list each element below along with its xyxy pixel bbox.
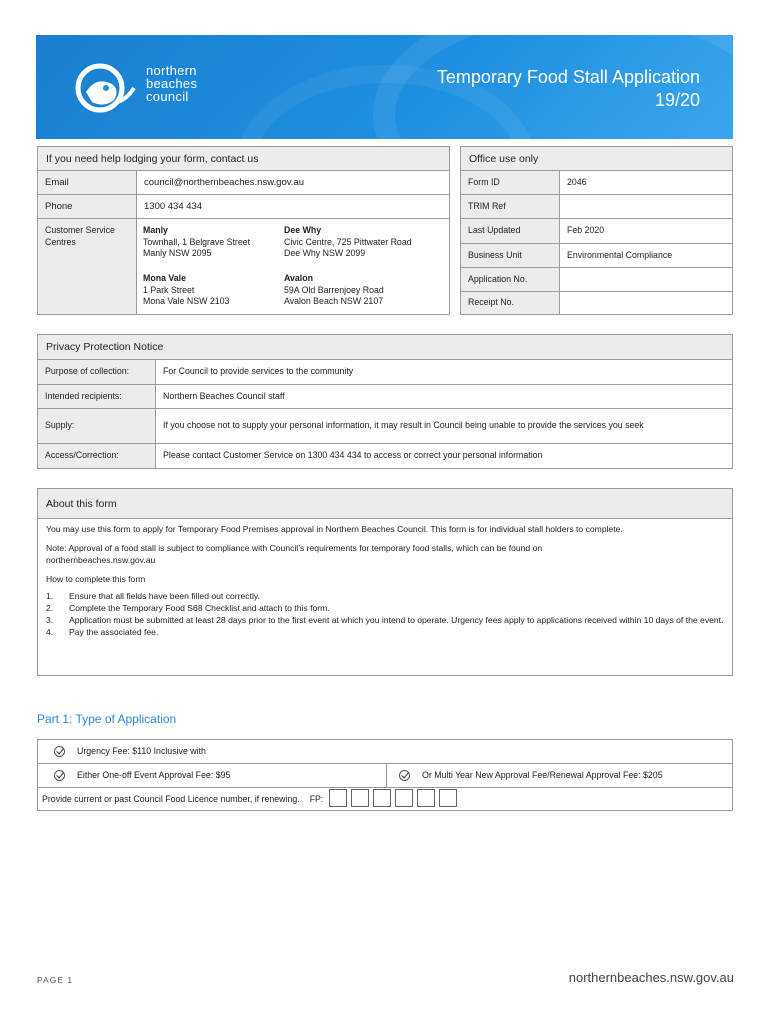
- application-no-field[interactable]: [560, 268, 574, 291]
- privacy-label: Intended recipients:: [38, 385, 156, 408]
- office-heading: Office use only: [461, 147, 732, 171]
- centre-avalon: Avalon 59A Old Barrenjoey Road Avalon Beach NSW 2107: [284, 273, 384, 306]
- page-number: PAGE 1: [37, 975, 74, 985]
- trim-ref-field[interactable]: [560, 195, 574, 218]
- form-id-value: 2046: [567, 176, 587, 187]
- multi-year-option[interactable]: Or Multi Year New Approval Fee/Renewal Approval Fee: $205: [387, 764, 670, 787]
- centres-label: Customer Service Centres: [38, 219, 137, 314]
- last-updated-label: Last Updated: [461, 219, 560, 243]
- about-section: [37, 488, 733, 676]
- business-unit-value: Environmental Compliance: [567, 249, 673, 260]
- email-label: Email: [38, 171, 137, 194]
- council-logo-icon: [68, 58, 138, 118]
- privacy-label: Purpose of collection:: [38, 360, 156, 384]
- contact-section: [37, 146, 450, 315]
- receipt-no-field[interactable]: [560, 292, 574, 314]
- email-value[interactable]: council@northernbeaches.nsw.gov.au: [144, 177, 304, 188]
- type-of-application-section: [37, 739, 733, 811]
- urgency-option[interactable]: Urgency Fee: $110 Inclusive with: [38, 740, 213, 763]
- page-title: Temporary Food Stall Application 19/20: [436, 67, 700, 110]
- licence-number-row: Provide current or past Council Food Licence number, if renewing. FP:: [38, 788, 464, 812]
- checkbox-icon[interactable]: [399, 770, 410, 781]
- form-id-label: Form ID: [461, 171, 560, 194]
- org-name: northern beaches council: [146, 63, 198, 104]
- how-to-heading: How to complete this form: [46, 574, 146, 584]
- list-item: 4. Pay the associated fee.: [46, 627, 159, 637]
- about-para: You may use this form to apply for Temporary Food Premises approval in Northern Beaches Council. This form is for individual stall holders to complete.: [46, 524, 623, 534]
- checkbox-icon[interactable]: [54, 770, 65, 781]
- footer-url[interactable]: northernbeaches.nsw.gov.au: [568, 970, 734, 985]
- phone-value: 1300 434 434: [144, 201, 203, 212]
- privacy-value: If you choose not to supply your personal information, it may result in Council being unable to provide the services you seek: [163, 420, 644, 431]
- privacy-section: [37, 334, 733, 469]
- about-note: Note: Approval of a food stall is subject to compliance with Council’s requirements for temporary food stalls, which can be found on northernbeaches.nsw.gov.au: [46, 543, 543, 565]
- privacy-label: Supply:: [38, 409, 156, 443]
- privacy-heading: Privacy Protection Notice: [38, 335, 732, 360]
- contact-heading: If you need help lodging your form, contact us: [38, 147, 449, 171]
- steps-list: [46, 590, 724, 638]
- phone-label: Phone: [38, 195, 137, 218]
- office-use-section: [460, 146, 733, 315]
- privacy-label: Access/Correction:: [38, 444, 156, 468]
- trim-ref-label: TRIM Ref: [461, 195, 560, 218]
- last-updated-value: Feb 2020: [567, 225, 605, 236]
- business-unit-label: Business Unit: [461, 244, 560, 267]
- about-heading: About this form: [38, 489, 732, 519]
- receipt-no-label: Receipt No.: [461, 292, 560, 314]
- application-no-label: Application No.: [461, 268, 560, 291]
- privacy-value: Northern Beaches Council staff: [163, 390, 285, 401]
- licence-number-input[interactable]: [325, 789, 457, 811]
- part1-heading: Part 1: Type of Application: [37, 712, 177, 726]
- list-item: 3. Application must be submitted at least 28 days prior to the first event at which you intend to operate. Urgency fees apply to applications received within 10 days of the event.: [46, 615, 724, 625]
- privacy-value: For Council to provide services to the community: [163, 366, 354, 377]
- checkbox-icon[interactable]: [54, 746, 65, 757]
- one-off-option[interactable]: Either One-off Event Approval Fee: $95: [38, 764, 387, 787]
- list-item: 2. Complete the Temporary Food S68 Checklist and attach to this form.: [46, 603, 330, 613]
- privacy-value: Please contact Customer Service on 1300 434 434 to access or correct your personal information: [163, 450, 543, 461]
- list-item: 1. Ensure that all fields have been filled out correctly.: [46, 591, 260, 601]
- centre-mona-vale: Mona Vale 1 Park Street Mona Vale NSW 2103: [143, 273, 230, 306]
- centre-dee-why: Dee Why Civic Centre, 725 Pittwater Road Dee Why NSW 2099: [284, 225, 412, 258]
- centre-manly: Manly Townhall, 1 Belgrave Street Manly NSW 2095: [143, 225, 251, 258]
